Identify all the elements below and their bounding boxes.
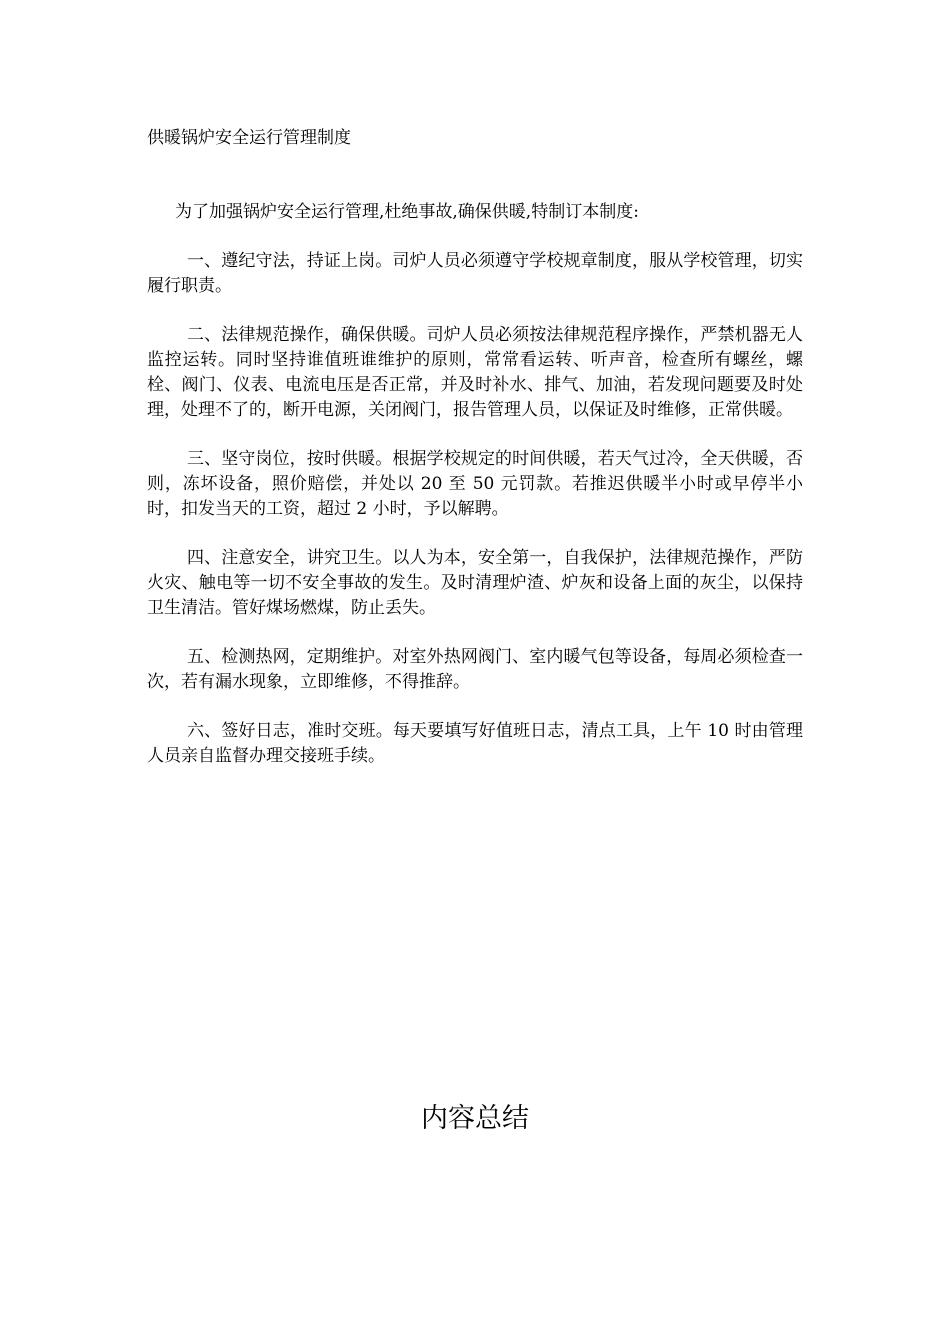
clause-3: 三、坚守岗位，按时供暖。根据学校规定的时间供暖，若天气过冷，全天供暖，否则，冻坏设备，照价赔偿，并处以 20 至 50 元罚款。若推迟供暖半小时或早停半小时，扣发当天的工资，超过 2 小时，予以解聘。 xyxy=(147,449,803,519)
intro-paragraph: 为了加强锅炉安全运行管理,杜绝事故,确保供暖,特制订本制度: xyxy=(175,202,639,222)
clause-1: 一、遵纪守法，持证上岗。司炉人员必须遵守学校规章制度，服从学校管理，切实履行职责。 xyxy=(147,251,803,296)
summary-heading: 内容总结 xyxy=(421,1103,529,1134)
document-body xyxy=(147,249,803,793)
clause-2: 二、法律规范操作，确保供暖。司炉人员必须按法律规范程序操作，严禁机器无人监控运转。同时坚持谁值班谁维护的原则，常常看运转、听声音，检查所有螺丝，螺栓、阀门、仪表、电流电压是否正常，并及时补水、排气、加油，若发现问题要及时处理，处理不了的，断开电源，关闭阀门，报告管理人员，以保证及时维修，正常供暖。 xyxy=(147,325,803,420)
clause-4: 四、注意安全，讲究卫生。以人为本，安全第一，自我保护，法律规范操作，严防火灾、触电等一切不安全事故的发生。及时清理炉渣、炉灰和设备上面的灰尘，以保持卫生清洁。管好煤场燃煤，防止丢失。 xyxy=(147,548,803,618)
clause-6: 六、签好日志，准时交班。每天要填写好值班日志，清点工具，上午 10 时由管理人员亲自监督办理交接班手续。 xyxy=(147,721,803,766)
clause-5: 五、检测热网，定期维护。对室外热网阀门、室内暖气包等设备，每周必须检查一次，若有漏水现象，立即维修，不得推辞。 xyxy=(147,647,803,692)
document-title: 供暖锅炉安全运行管理制度 xyxy=(147,128,351,148)
